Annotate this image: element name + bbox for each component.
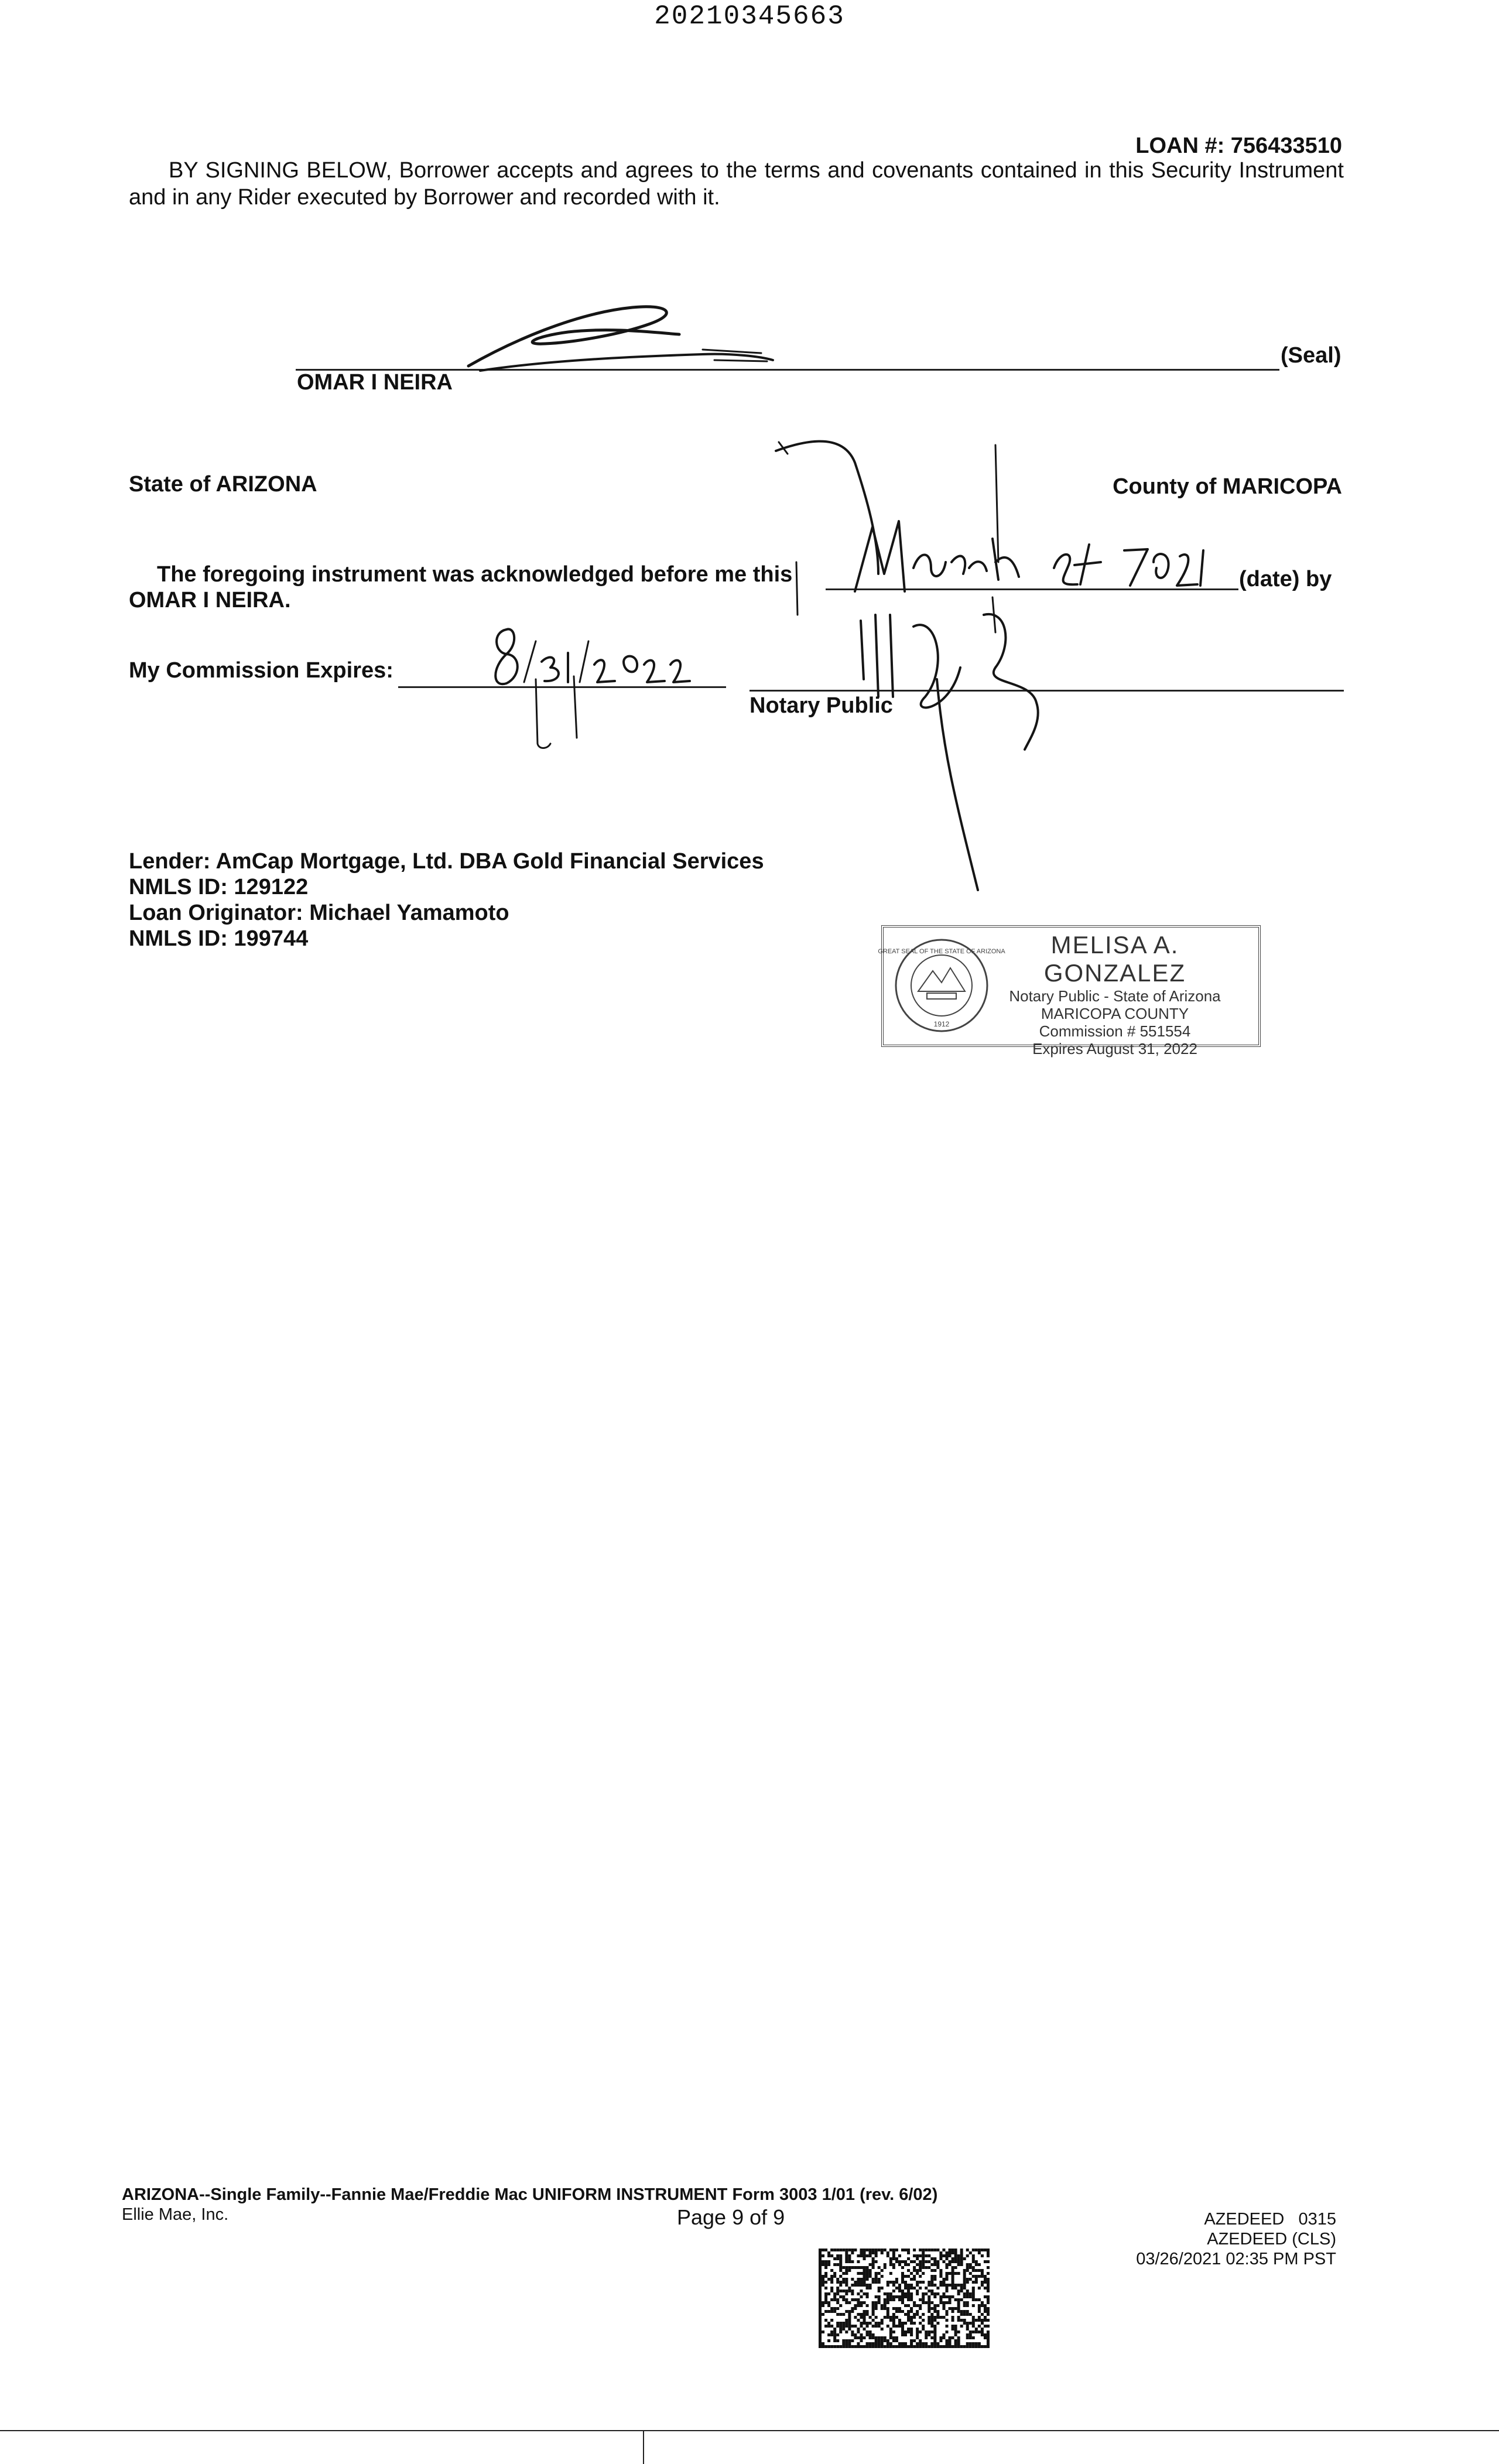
- state-label: State of ARIZONA: [129, 472, 317, 497]
- commission-scrawl: [527, 673, 609, 755]
- barcode-icon: [819, 2249, 990, 2348]
- loan-number: LOAN #: 756433510: [1135, 134, 1342, 158]
- notary-stamp: [878, 925, 1261, 1058]
- print-timestamp: 03/26/2021 02:35 PM PST: [1136, 2250, 1336, 2268]
- lender-line: Lender: AmCap Mortgage, Ltd. DBA Gold Financial Services: [129, 849, 764, 874]
- notary-expiry: Expires August 31, 2022: [1032, 1040, 1197, 1058]
- originator-nmls: NMLS ID: 199744: [129, 926, 309, 951]
- bottom-tick: [643, 2430, 644, 2464]
- svg-text:GREAT SEAL OF THE STATE OF ARI: GREAT SEAL OF THE STATE OF ARIZONA: [878, 948, 1005, 955]
- form-code-cls: AZEDEED (CLS): [1207, 2230, 1336, 2249]
- recording-number: 20210345663: [654, 1, 845, 32]
- bottom-rule: [0, 2430, 1499, 2431]
- lender-nmls: NMLS ID: 129122: [129, 875, 309, 899]
- notary-name: MELISA A. GONZALEZ: [1043, 931, 1186, 987]
- notary-title: Notary Public - State of Arizona: [1009, 987, 1221, 1005]
- borrower-name: OMAR I NEIRA: [297, 370, 453, 395]
- notary-commission: Commission # 551554: [1039, 1022, 1191, 1040]
- county-label: County of MARICOPA: [1113, 474, 1342, 499]
- svg-text:1912: 1912: [933, 1020, 950, 1028]
- notary-signature: [761, 422, 1101, 902]
- commission-label: My Commission Expires:: [129, 658, 393, 683]
- date-by-label: (date) by: [1239, 567, 1332, 591]
- party-name: OMAR I NEIRA.: [129, 588, 291, 612]
- seal-label: (Seal): [1281, 343, 1341, 368]
- state-seal-icon: [878, 936, 1005, 1035]
- borrower-signature: [457, 296, 785, 378]
- form-title: ARIZONA--Single Family--Fannie Mae/Freddie Mac UNIFORM INSTRUMENT Form 3003 1/01 (rev. 6/02): [122, 2185, 938, 2204]
- notary-county: MARICOPA COUNTY: [1041, 1005, 1189, 1022]
- company-name: Ellie Mae, Inc.: [122, 2205, 229, 2224]
- notary-public-label: Notary Public: [750, 693, 893, 718]
- page-number: Page 9 of 9: [677, 2205, 785, 2229]
- acknowledgment-intro: The foregoing instrument was acknowledged before me this: [157, 562, 793, 587]
- originator-line: Loan Originator: Michael Yamamoto: [129, 901, 509, 925]
- signing-paragraph: BY SIGNING BELOW, Borrower accepts and agrees to the terms and covenants contained in this Security Instrument and in any Rider executed by Borrower and recorded with it.: [129, 158, 1344, 210]
- form-code: AZEDEED 0315: [1204, 2210, 1336, 2229]
